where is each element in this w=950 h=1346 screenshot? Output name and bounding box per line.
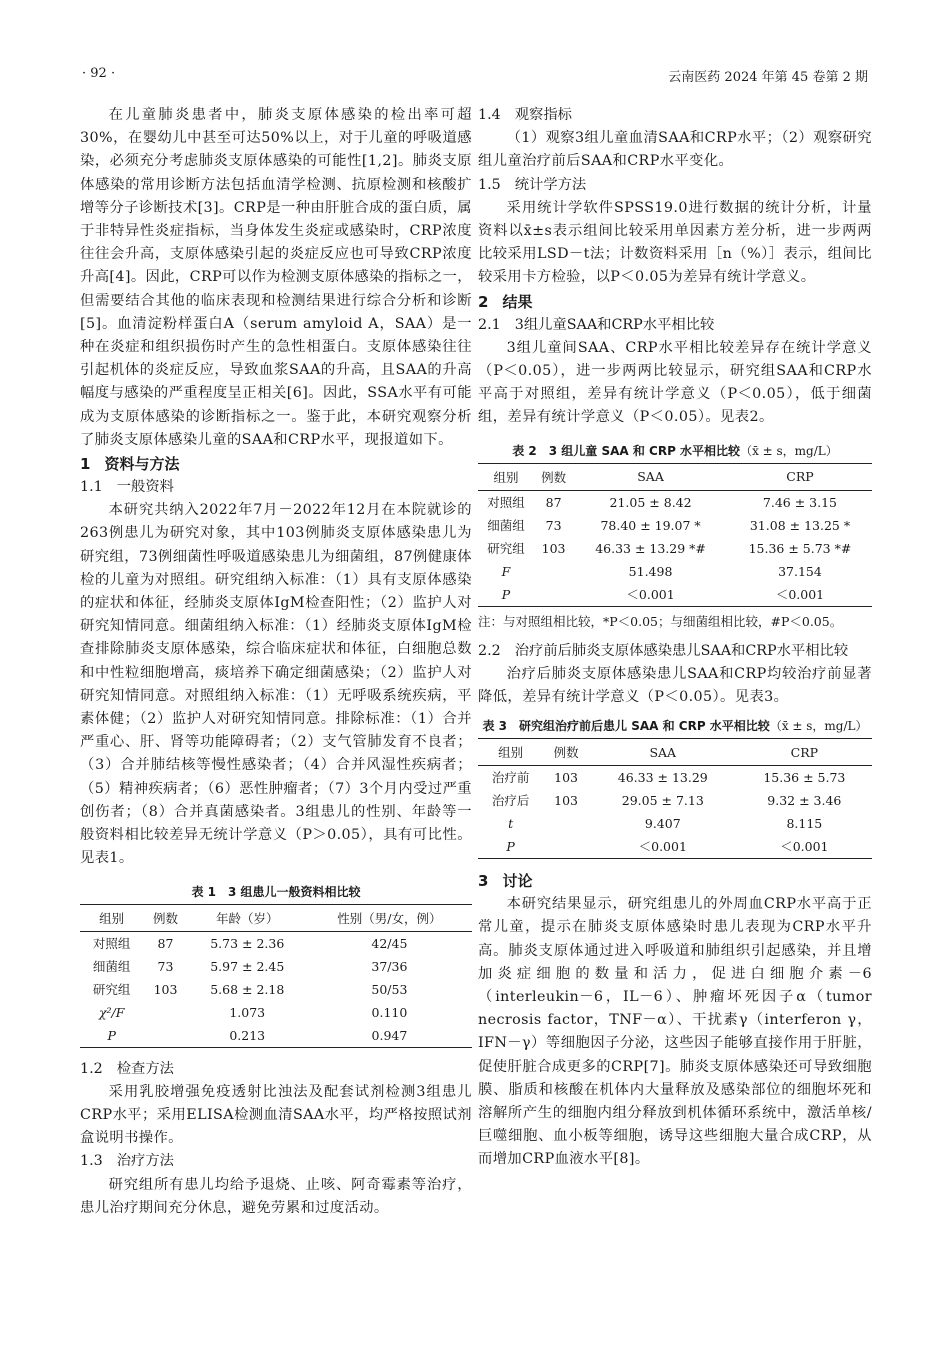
table-cell: 细菌组: [487, 517, 525, 533]
journal-header: 云南医药 2024 年第 45 卷第 2 期: [668, 70, 868, 85]
table-cell: 50/53: [371, 981, 408, 997]
table-header: 组别: [478, 739, 543, 766]
table-cell: 9.407: [644, 816, 681, 832]
section-title: 治疗前后肺炎支原体感染患儿SAA和CRP水平相比较: [514, 642, 849, 659]
section-number: 2.2: [478, 642, 501, 659]
table-cell: 0.213: [188, 1024, 307, 1048]
table-cell: 7.46 ± 3.15: [762, 494, 838, 510]
table3: [478, 738, 872, 859]
section-title: 讨论: [502, 872, 533, 891]
table-header: 组别: [80, 904, 143, 931]
section-3-heading: [478, 869, 872, 893]
table1-caption: 表 1 3 组患儿一般资料相比较: [191, 884, 361, 899]
table-cell: 37/36: [371, 958, 408, 974]
section-number: 3: [478, 872, 489, 891]
table3-caption: [478, 717, 872, 734]
section-title: 观察指标: [514, 107, 572, 123]
discussion-paragraph: 本研究结果显示，研究组患儿的外周血CRP水平高于正常儿童，提示在肺炎支原体感染时患儿表现为CRP水平升高。肺炎支原体通过进入呼吸道和肺组织引起感染，并且增加炎症细胞的数量和活力，促进白细胞介素－6（interleukin－6，IL－6）、肿瘤坏死因子α（tumor necrosis factor，TNF－α）、干扰素γ（interferon γ，IFN－γ）等细胞因子分泌，这些因子能够直接作用于肝脏，促使肝脏合成更多的CRP[7]。肺炎支原体感染还可导致细胞膜、脂质和核酸在机体内大量释放及感染部位的细胞坏死和溶解所产生的细胞内组分释放到机体循环系统中，激活单核/巨噬细胞、血小板等细胞，诱导这些细胞大量合成CRP，从而增加CRP血液水平[8]。: [478, 896, 872, 1168]
section-number: 1.5: [478, 176, 501, 193]
table-cell: ＜0.001: [573, 583, 728, 607]
table-cell: t: [508, 816, 514, 832]
section-number: 1.3: [80, 1153, 103, 1170]
table-cell: 78.40 ± 19.07 *: [600, 517, 701, 533]
table-header: CRP: [737, 739, 872, 766]
section-title: 资料与方法: [104, 455, 180, 474]
table2-note: 注：与对照组相比较，*P＜0.05；与细菌组相比较，#P＜0.05。: [478, 613, 843, 629]
table-cell: [543, 812, 589, 835]
treatment-paragraph: 研究组所有患儿均给予退烧、止咳、阿奇霉素等治疗，患儿治疗期间充分休息，避免劳累和过度活动。: [80, 1176, 472, 1216]
table-cell: P: [80, 1024, 143, 1048]
table-row: [478, 583, 872, 607]
section-number: 1.2: [80, 1060, 103, 1077]
table-header: SAA: [589, 739, 737, 766]
table-row: [80, 955, 472, 978]
table-header: 性别（男/女，例）: [307, 904, 472, 931]
table-cell: χ²/F: [98, 1004, 125, 1020]
table-cell: 9.32 ± 3.46: [767, 793, 842, 809]
result-1-paragraph: 3组儿童间SAA、CRP水平相比较差异存在统计学意义（P＜0.05），进一步两两比较显示，研究组SAA和CRP水平高于对照组，差异有统计学意义（P＜0.05），低于细菌组，差异有统计学意义（P＜0.05）。见表2。: [478, 339, 872, 426]
table-cell: ＜0.001: [737, 835, 872, 859]
section-number: 1.4: [478, 107, 501, 123]
section-1-2-heading: [80, 1058, 472, 1081]
right-column: [478, 104, 872, 1172]
table-cell: 103: [554, 770, 578, 786]
table-header: CRP: [728, 463, 872, 490]
table3-title: 表 3 研究组治疗前后患儿 SAA 和 CRP 水平相比较: [482, 719, 770, 734]
table-cell: 46.33 ± 13.29: [617, 770, 708, 786]
section-title: 治疗方法: [116, 1153, 174, 1170]
table-cell: 研究组: [487, 540, 525, 556]
table-cell: 对照组: [92, 935, 131, 951]
table-cell: 细菌组: [92, 958, 131, 974]
section-title: 检查方法: [116, 1060, 174, 1077]
table-cell: 37.154: [778, 563, 822, 579]
exam-method-paragraph: 采用乳胶增强免疫透射比浊法及配套试剂检测3组患儿CRP水平；采用ELISA检测血清SAA水平，均严格按照试剂盒说明书操作。: [80, 1083, 472, 1147]
table-header: 例数: [143, 904, 187, 931]
table-cell: [543, 835, 589, 859]
table-cell: 103: [153, 981, 178, 997]
section-1-5-heading: [478, 174, 872, 197]
table-row: [478, 560, 872, 583]
section-1-1-heading: [80, 476, 472, 499]
section-1-3-heading: [80, 1150, 472, 1173]
table-cell: 5.73 ± 2.36: [210, 935, 285, 951]
result-2-paragraph: 治疗后肺炎支原体感染患儿SAA和CRP均较治疗前显著降低，差异有统计学意义（P＜0.05）。见表3。: [478, 665, 872, 706]
table-cell: [534, 560, 573, 583]
table-cell: 5.68 ± 2.18: [210, 981, 285, 997]
table-row: [478, 789, 872, 812]
table-cell: 87: [545, 494, 562, 510]
section-1-heading: [80, 452, 472, 476]
table-cell: 42/45: [371, 935, 408, 951]
table-header: 年龄（岁）: [188, 904, 307, 931]
table-row: [80, 1001, 472, 1024]
table-cell: 103: [541, 540, 566, 556]
section-title: 一般资料: [116, 479, 174, 496]
section-number: 1.1: [80, 479, 103, 496]
table-row: [478, 835, 872, 859]
table-row: [478, 490, 872, 514]
table-cell: 51.498: [628, 563, 673, 579]
table-cell: 对照组: [487, 494, 525, 510]
table-cell: 治疗前: [491, 770, 530, 786]
table-cell: 103: [554, 793, 578, 809]
table2-title: 表 2 3 组儿童 SAA 和 CRP 水平相比较: [512, 443, 741, 458]
section-2-1-heading: [478, 314, 872, 337]
section-number: 2.1: [478, 316, 501, 333]
section-1-4-heading: [478, 104, 872, 127]
section-number: 2: [478, 292, 489, 311]
table-row: [80, 931, 472, 955]
table-cell: ＜0.001: [728, 583, 872, 607]
statistics-paragraph: 采用统计学软件SPSS19.0进行数据的统计分析，计量资料以x̄±s表示组间比较采用单因素方差分析，进一步两两比较采用LSD－t法；计数资料采用［n（%）］表示，组间比较采用卡方检验，以P＜0.05为差异有统计学意义。: [478, 199, 872, 286]
table-cell: 21.05 ± 8.42: [609, 494, 692, 510]
table-header: 组别: [478, 463, 534, 490]
table-cell: [143, 1001, 187, 1024]
table-cell: [143, 1024, 187, 1048]
intro-paragraph: 在儿童肺炎患者中，肺炎支原体感染的检出率可超30%，在婴幼儿中甚至可达50%以上，对于儿童的呼吸道感染，必须充分考虑肺炎支原体感染的可能性[1,2]。肺炎支原体感染的常用诊断方法包括血清学检测、抗原检测和核酸扩增等分子诊断技术[3]。CRP是一种由肝脏合成的蛋白质，属于非特异性炎症指标，当身体发生炎症或感染时，CRP浓度往往会升高，支原体感染引起的炎症反应也可导致CRP浓度升高[4]。因此，CRP可以作为检测支原体感染的指标之一，但需要结合其他的临床表现和检测结果进行综合分析和诊断[5]。血清淀粉样蛋白A（serum amyloid A，SAA）是一种在炎症和组织损伤时产生的急性相蛋白。支原体感染往往引起机体的炎症反应，导致血浆SAA的升高，且SAA的升高幅度与感染的严重程度呈正相关[6]。因此，SSA水平有可能成为支原体感染的诊断指标之一。鉴于此，本研究观察分析了肺炎支原体感染儿童的SAA和CRP水平，现报道如下。: [80, 107, 473, 448]
page-number: · 92 ·: [82, 66, 116, 81]
table-cell: 73: [545, 517, 562, 533]
table-cell: 29.05 ± 7.13: [621, 793, 704, 809]
table-cell: 73: [157, 958, 174, 974]
table-row: [478, 514, 872, 537]
table2-unit: （x̄ ± s，mg/L）: [740, 443, 838, 458]
table-cell: 31.08 ± 13.25 *: [749, 517, 851, 533]
section-title: 统计学方法: [514, 176, 587, 193]
table-cell: 5.97 ± 2.45: [210, 958, 285, 974]
table-header: 例数: [543, 739, 589, 766]
table-cell: 15.36 ± 5.73 *#: [748, 540, 852, 556]
table3-unit: （x̄ ± s，mg/L）: [769, 719, 868, 734]
table-cell: 治疗后: [491, 793, 530, 809]
table-row: [478, 537, 872, 560]
section-title: 3组儿童SAA和CRP水平相比较: [514, 316, 715, 333]
table-cell: 0.110: [371, 1004, 408, 1020]
table-cell: 0.947: [307, 1024, 472, 1048]
table2-caption: [478, 442, 872, 459]
table-cell: P: [478, 835, 543, 859]
table-row: [80, 1024, 472, 1048]
section-2-heading: [478, 290, 872, 314]
table2: [478, 463, 872, 607]
table-cell: 15.36 ± 5.73: [763, 770, 846, 786]
table-cell: 46.33 ± 13.29 *#: [595, 540, 706, 556]
observation-paragraph: （1）观察3组儿童血清SAA和CRP水平；（2）观察研究组儿童治疗前后SAA和CRP水平变化。: [478, 130, 872, 170]
left-column: [80, 104, 472, 1220]
table-cell: 8.115: [786, 816, 823, 832]
table-cell: ＜0.001: [589, 835, 737, 859]
section-title: 结果: [502, 292, 533, 311]
table-header: SAA: [573, 463, 728, 490]
table-header: 例数: [534, 463, 573, 490]
table-row: [478, 766, 872, 790]
table-row: [478, 812, 872, 835]
section-2-2-heading: [478, 640, 872, 663]
table-cell: 研究组: [92, 981, 131, 997]
table-cell: 1.073: [229, 1004, 266, 1020]
table-cell: 87: [157, 935, 174, 951]
table-cell: [534, 583, 573, 607]
general-info-paragraph: 本研究共纳入2022年7月－2022年12月在本院就诊的263例患儿为研究对象，其中103例肺炎支原体感染患儿为研究组，73例细菌性呼吸道感染患儿为细菌组，87例健康体检的儿童为对照组。研究组纳入标准：（1）具有支原体感染的症状和体征，经肺炎支原体IgM检查阳性；（2）监护人对研究知情同意。细菌组纳入标准：（1）经肺炎支原体IgM检查排除肺炎支原体感染，综合临床症状和体征，白细胞总数和中性粒细胞增高，痰培养下确定细菌感染；（2）监护人对研究知情同意。对照组纳入标准：（1）无呼吸系统疾病，平素体健；（2）监护人对研究知情同意。排除标准：（1）合并严重心、肝、肾等功能障碍者；（2）支气管肺发育不良者；（3）合并肺结核等慢性感染者；（4）合并风湿性疾病者；（5）精神疾病者；（6）恶性肿瘤者；（7）3个月内受过严重创伤者；（8）合并真菌感染者。3组患儿的性别、年龄等一般资料相比较差异无统计学意义（P＞0.05），具有可比性。见表1。: [80, 502, 472, 867]
table-cell: F: [501, 563, 511, 579]
section-number: 1: [80, 455, 91, 474]
table-cell: P: [478, 583, 534, 607]
table-row: [80, 978, 472, 1001]
table1: [80, 904, 472, 1048]
